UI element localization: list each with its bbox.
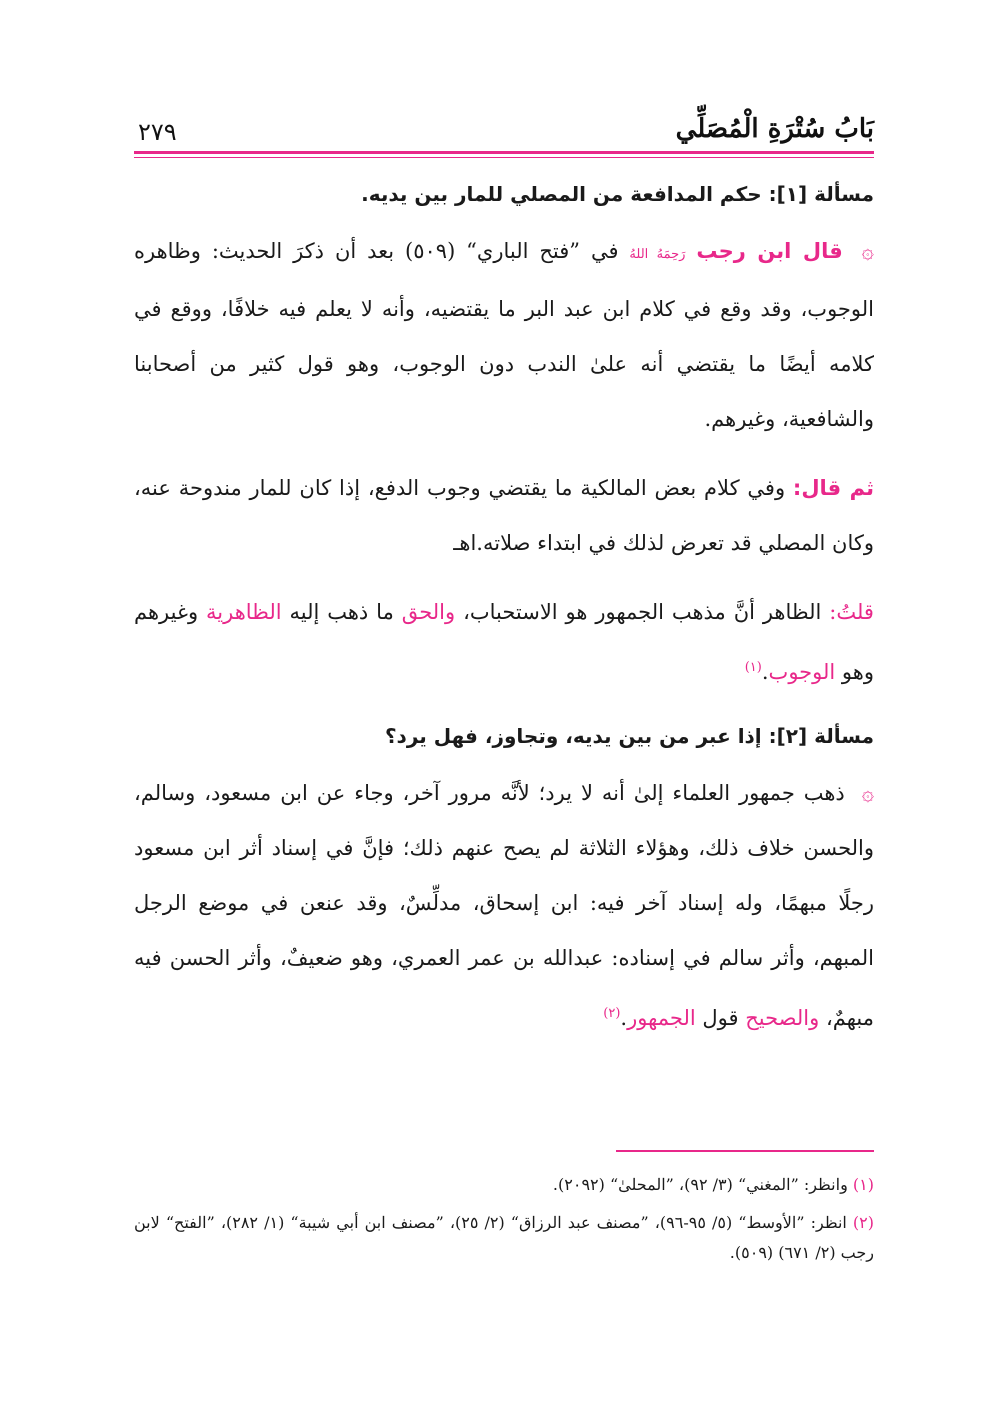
opinion-text-2: ما ذهب إليه — [289, 600, 394, 624]
paragraph-majority: ۞ ذهب جمهور العلماء إلىٰ أنه لا يرد؛ لأنَّه مرور آخر، وجاء عن ابن مسعود، وسالم، والحسن خلاف ذلك، وهؤلاء الثلاثة لم يصح عنهم ذلك؛ فإنَّ في إسناد أثر ابن مسعود رجلًا مبهمًا، وله إسناد آخر فيه: ابن إسحاق، مدلِّسٌ، وقد عنعن في موضع الرجل المبهم، وأثر سالم في إسناده: عبدالله بن عمر العمري، وهو ضعيفٌ، وأثر الحسن فيه مبهمٌ، والصحيح قول الجمهور.$^{(٢)}$ — [134, 781, 874, 1030]
i-said-lead: قلتُ: — [829, 600, 874, 624]
header-rule-thin — [134, 157, 874, 158]
opinion-text-1: الظاهر أنَّ مذهب الجمهور هو الاستحباب، — [463, 600, 822, 624]
flower-ornament-icon: ۞ — [861, 781, 874, 805]
footnote-text: انظر: ”الأوسط“ (٥/ ٩٥-٩٦)، ”مصنف عبد الرزاق“ (٢/ ٢٥)، ”مصنف ابن أبي شيبة“ (١/ ٢٨٢)، ”الفتح“ لابن رجب (٢/ ٦٧١) (٥٠٩). — [134, 1213, 874, 1262]
opinion-text-3: وغيرهم وهو — [134, 600, 874, 684]
quote-lead: قال ابن رجب — [696, 239, 843, 263]
highlight-correct: والصحيح — [745, 1006, 820, 1030]
highlight-majority: الجمهور — [627, 1006, 696, 1030]
footnotes — [134, 1170, 874, 1276]
paragraph-text-2: قول — [702, 1006, 739, 1030]
highlight-obligation: الوجوب — [768, 660, 836, 684]
footnote-number: (١) — [852, 1175, 874, 1194]
paragraph-author-opinion: قلتُ: الظاهر أنَّ مذهب الجمهور هو الاستحباب، والحق ما ذهب إليه الظاهرية وغيرهم وهو الوجوب.$^{(١)}$ — [134, 600, 874, 684]
paragraph-text: وفي كلام بعض المالكية ما يقتضي وجوب الدفع، إذا كان للمار مندوحة عنه، وكان المصلي قد تعرض لذلك في ابتداء صلاته.اهـ — [134, 476, 874, 555]
header-rule — [134, 151, 874, 154]
highlight-zahiriyya: الظاهرية — [206, 600, 282, 624]
footnote-number: (٢) — [852, 1213, 875, 1232]
flower-ornament-icon: ۞ — [861, 239, 874, 263]
chapter-title: بَابُ سُتْرَةِ الْمُصَلِّي — [675, 114, 874, 144]
issue-title-2: إذا عبر من بين يديه، وتجاوز، فهل يرد؟ — [384, 724, 762, 748]
page-body — [134, 172, 874, 1046]
issue-label-2: مسألة [٢]: — [768, 724, 874, 748]
footnote-text: وانظر: ”المغني“ (٣/ ٩٢)، ”المحلىٰ“ (٢٠٩٢). — [552, 1175, 848, 1194]
paragraph-text: ذهب جمهور العلماء إلىٰ أنه لا يرد؛ لأنَّه مرور آخر، وجاء عن ابن مسعود، وسالم، والحسن خلاف ذلك، وهؤلاء الثلاثة لم يصح عنهم ذلك؛ فإنَّ في إسناد أثر ابن مسعود رجلًا مبهمًا، وله إسناد آخر فيه: ابن إسحاق، مدلِّسٌ، وقد عنعن في موضع الرجل المبهم، وأثر سالم في إسناده: عبدالله بن عمر العمري، وهو ضعيفٌ، وأثر الحسن فيه مبهمٌ، — [134, 781, 874, 1030]
issue-title-1: حكم المدافعة من المصلي للمار بين يديه. — [361, 182, 762, 206]
then-said-lead: ثم قال: — [792, 476, 874, 500]
paragraph-then-said — [134, 461, 874, 571]
footnote-2 — [134, 1208, 874, 1268]
highlight-truth: والحق — [401, 600, 456, 624]
paragraph-text: في ”فتح الباري“ (٥٠٩) بعد أن ذكرَ الحديث: وظاهره الوجوب، وقد وقع في كلام ابن عبد البر ما يقتضيه، وأنه لا يعلم فيه خلافًا، ووقع في كلامه أيضًا ما يقتضي أنه علىٰ الندب دون الوجوب، وهو قول كثير من أصحابنا والشافعية، وغيرهم. — [134, 239, 874, 431]
issue-label-1: مسألة [١]: — [768, 182, 874, 206]
footnote-separator — [616, 1150, 874, 1152]
issue-heading-1 — [134, 172, 874, 216]
footnote-1 — [134, 1170, 874, 1200]
page-number: ٢٧٩ — [138, 118, 177, 146]
footnote-ref-1[interactable]: (١) — [744, 660, 762, 675]
issue-heading-2 — [134, 714, 874, 758]
honorific: رَحِمَهُ اللهُ — [629, 247, 686, 262]
page-header — [134, 108, 874, 152]
footnote-ref-2[interactable]: (٢) — [603, 1006, 621, 1021]
paragraph-ibn-rajab — [134, 224, 874, 447]
